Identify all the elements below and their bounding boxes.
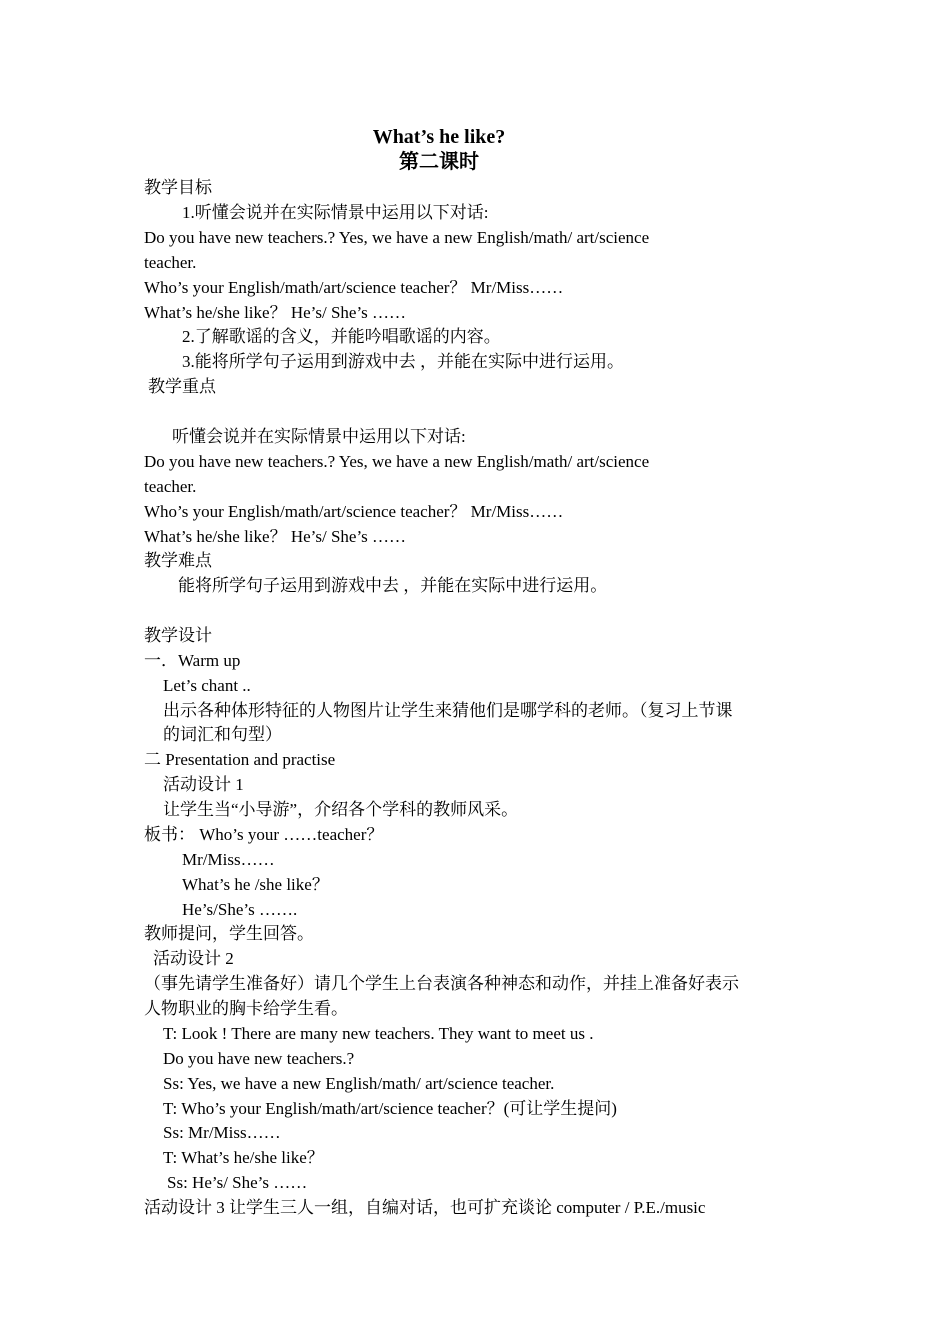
text-line: T: What’s he/she like？ — [163, 1148, 324, 1167]
text-line: What’s he/she like？ He’s/ She’s …… — [144, 527, 407, 546]
text-line: Let’s chant .. — [163, 676, 251, 695]
text-line: Who’s your English/math/art/science teacher？ Mr/Miss…… — [144, 278, 564, 297]
text-line: Ss: Mr/Miss…… — [163, 1123, 281, 1142]
text-line: What’s he/she like？ He’s/ She’s …… — [144, 303, 407, 322]
text-line: Do you have new teachers.? — [163, 1049, 355, 1068]
text-line: T: Who’s your English/math/art/science teacher？(可让学生提问) — [163, 1099, 617, 1118]
text-line: teacher. — [144, 253, 197, 272]
text-line: 一．Warm up — [144, 651, 241, 670]
text-line: Do you have new teachers.? Yes, we have a new English/math/ art/science — [144, 228, 650, 247]
text-line: He’s/She’s ……. — [182, 900, 298, 919]
text-line: 出示各种体形特征的人物图片让学生来猜他们是哪学科的老师。（复习上节课 — [163, 701, 733, 720]
text-line: 2.了解歌谣的含义，并能吟唱歌谣的内容。 — [182, 327, 501, 346]
section-heading: 教学重点 — [148, 377, 216, 396]
text-line: Ss: Yes, we have a new English/math/ art/science teacher. — [163, 1074, 555, 1093]
text-line: 3.能将所学句子运用到游戏中去 ，并能在实际中进行运用。 — [182, 352, 624, 371]
text-line: Mr/Miss…… — [182, 850, 275, 869]
text-line: 活动设计 1 — [163, 775, 244, 794]
text-line: Do you have new teachers.? Yes, we have a new English/math/ art/science — [144, 452, 650, 471]
section-heading: 教学难点 — [144, 551, 212, 570]
section-heading: 教学设计 — [144, 626, 212, 645]
text-line: 二 Presentation and practise — [144, 750, 336, 769]
text-line: 的词汇和句型） — [163, 725, 282, 744]
document-subtitle: 第二课时 — [399, 151, 479, 173]
text-line: 让学生当“小导游”，介绍各个学科的教师风采。 — [163, 800, 519, 819]
document-title: What’s he like? — [372, 126, 506, 148]
text-line: teacher. — [144, 477, 197, 496]
text-line: Who’s your English/math/art/science teacher？ Mr/Miss…… — [144, 502, 564, 521]
text-line: 教师提问，学生回答。 — [144, 924, 314, 943]
text-line: 1.听懂会说并在实际情景中运用以下对话: — [182, 203, 489, 222]
text-line: 板书： Who’s your ……teacher？ — [144, 825, 384, 844]
text-line: T: Look ! There are many new teachers. They want to meet us . — [163, 1024, 594, 1043]
section-heading: 教学目标 — [144, 178, 212, 197]
text-line: 活动设计 3 让学生三人一组，自编对话，也可扩充谈论 computer / P.E./music — [144, 1198, 706, 1217]
text-line: Ss: He’s/ She’s …… — [167, 1173, 308, 1192]
text-line: （事先请学生准备好）请几个学生上台表演各种神态和动作，并挂上准备好表示 — [144, 974, 739, 993]
text-line: What’s he /she like？ — [182, 875, 329, 894]
text-line: 能将所学句子运用到游戏中去 ，并能在实际中进行运用。 — [178, 576, 608, 595]
text-line: 人物职业的胸卡给学生看。 — [144, 999, 348, 1018]
text-line: 活动设计 2 — [153, 949, 234, 968]
text-line: 听懂会说并在实际情景中运用以下对话: — [172, 427, 466, 446]
